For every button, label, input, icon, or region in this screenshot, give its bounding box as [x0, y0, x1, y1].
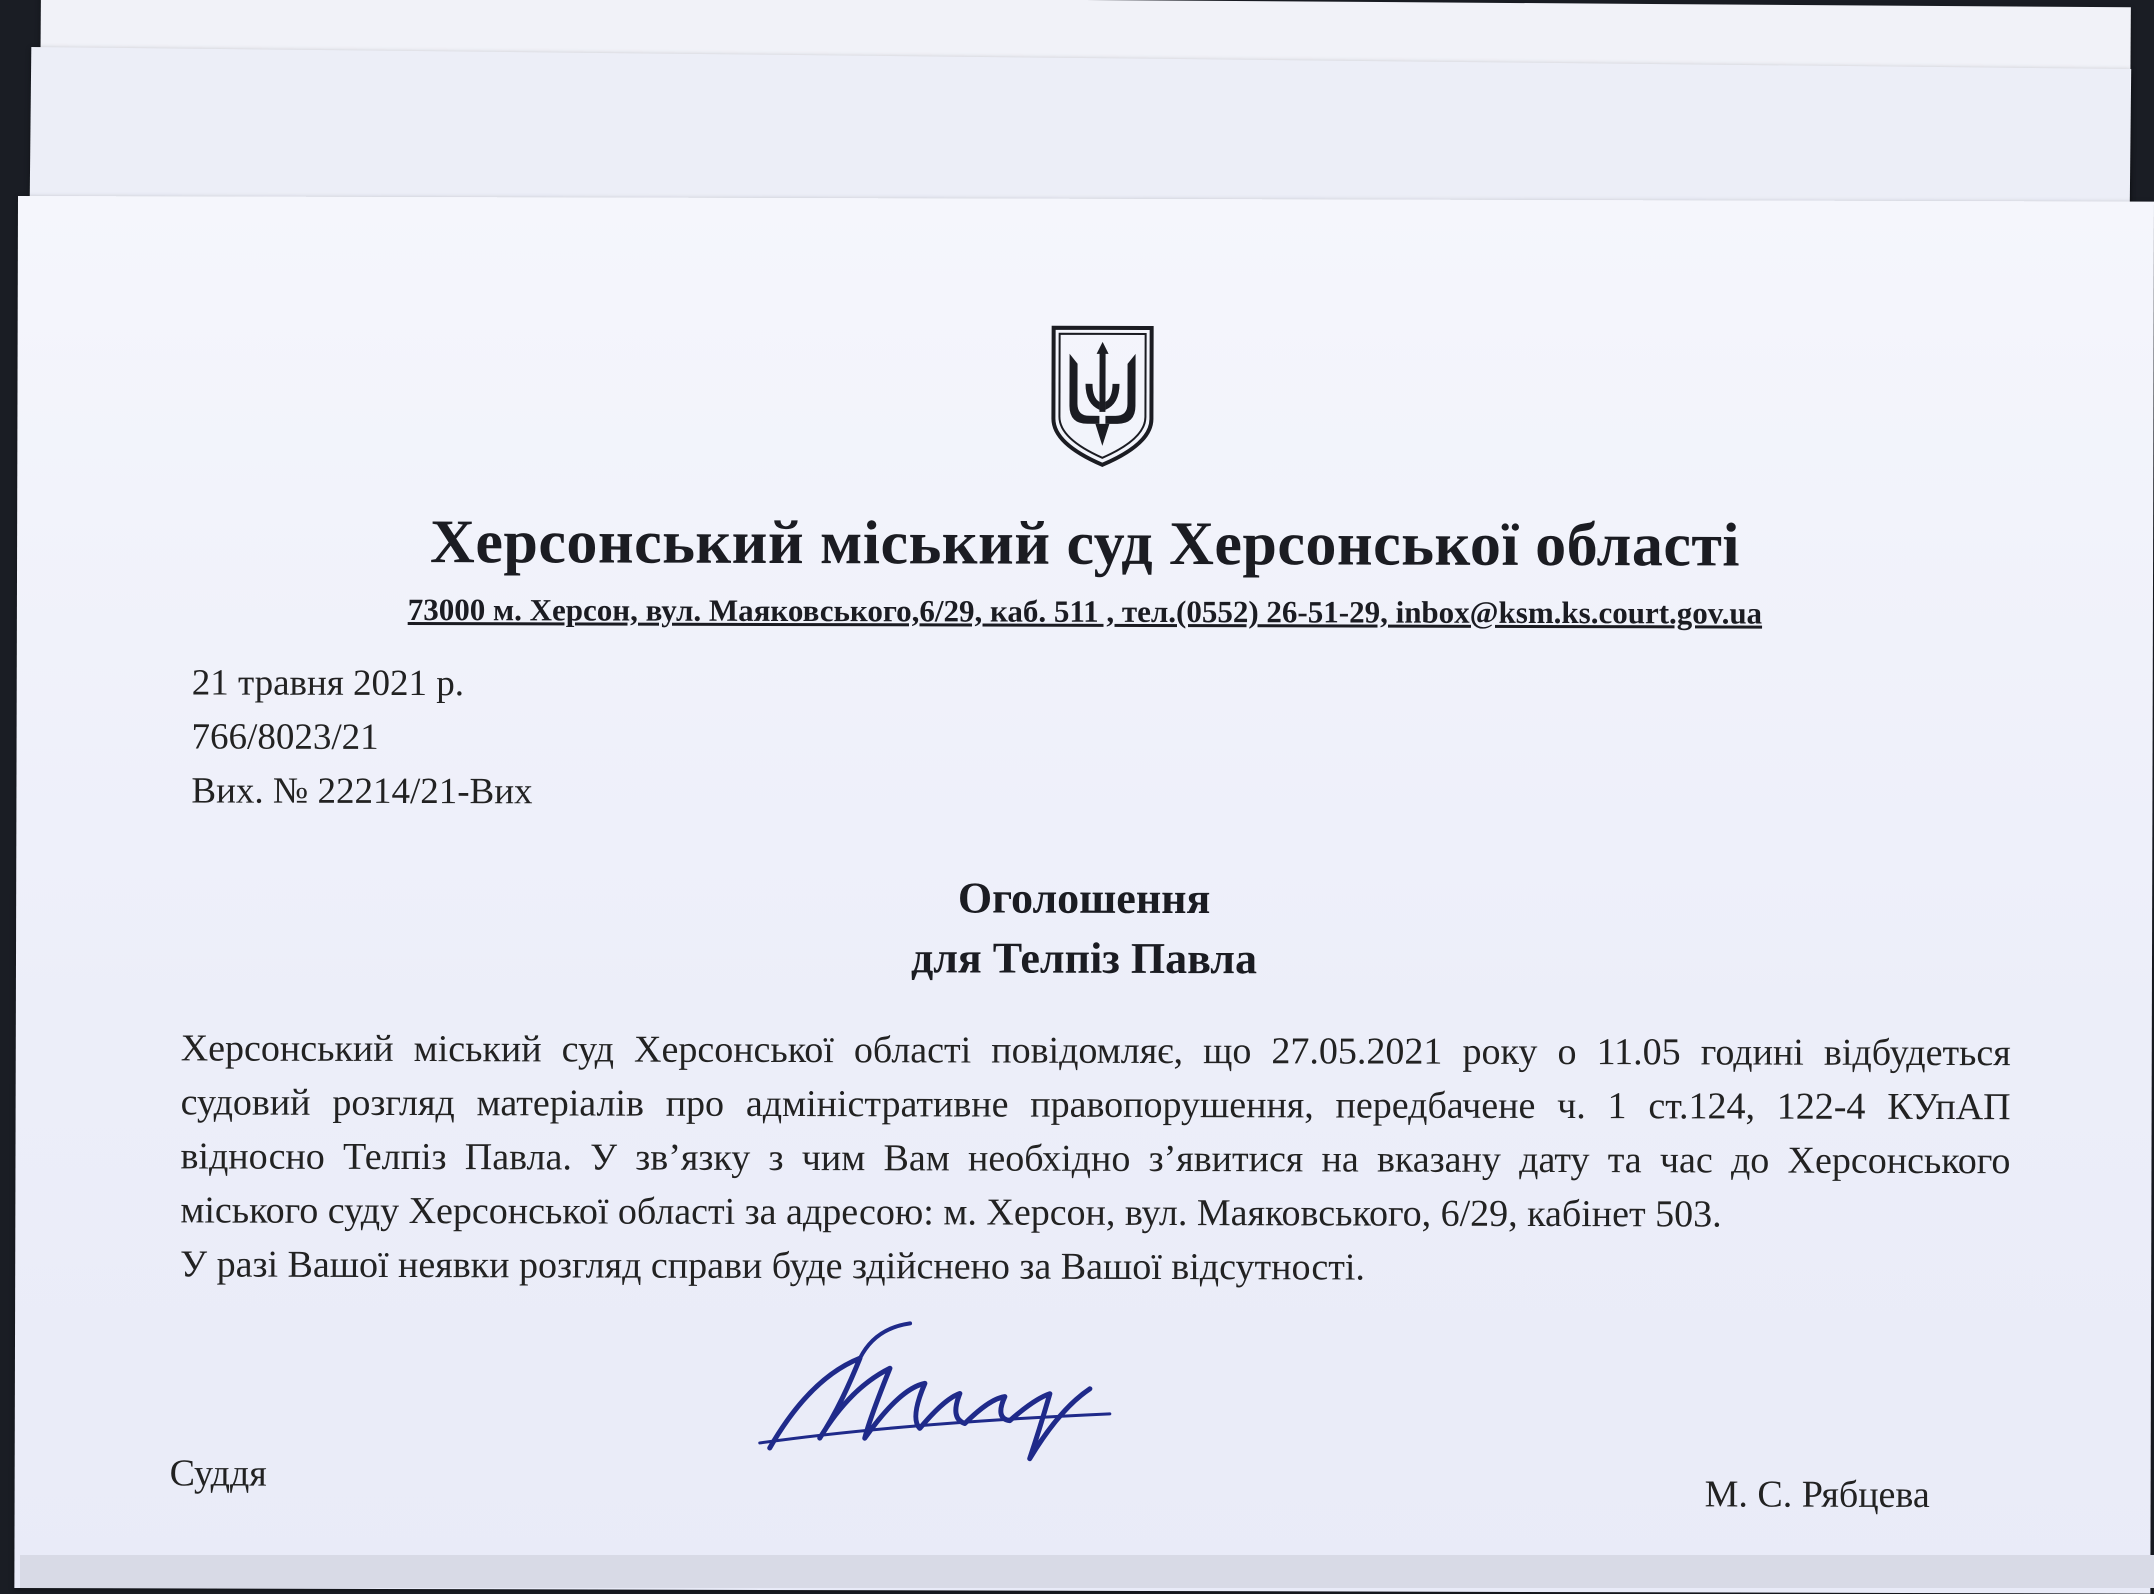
notice-body — [180, 1021, 2011, 1296]
notice-paragraph-2: У разі Вашої неявки розгляд справи буде здійснено за Вашої відсутності. — [180, 1243, 1366, 1289]
court-address: 73000 м. Херсон, вул. Маяковського,6/29, каб. 511 , тел.(0552) 26-51-29, inbox@ksm.ks.court.gov.ua — [407, 592, 1763, 631]
outgoing-number: Вих. № 22214/21-Вих — [191, 770, 533, 813]
trident-emblem-icon — [1047, 324, 1157, 469]
notice-heading — [16, 866, 2152, 992]
court-title: Херсонський міський суд Херсонської області — [430, 508, 1741, 580]
notice-title: Оголошення — [957, 873, 1211, 924]
sheet-bottom-edge — [20, 1555, 2154, 1588]
signature-image — [750, 1318, 1130, 1479]
letter-sheet — [14, 196, 2154, 1594]
judge-name: М. С. Рябцева — [1704, 1473, 1930, 1517]
notice-paragraph-1: Херсонський міський суд Херсонської області повідомляє, що 27.05.2021 року о 11.05 годині відбудеться судовий розгляд матеріалів про адміністративне правопорушення, передбачене ч. 1 ст.124, 122-4 КУпАП відносно Телпіз Павла. У зв’язку з чим Вам необхідно з’явитися на вказану дату та час до Херсонського міського суду Херсонської області за адресою: м. Херсон, вул. Маяковського, 6/29, кабінет 503. — [180, 1027, 2011, 1236]
case-number: 766/8023/21 — [191, 716, 379, 758]
signer-role: Суддя — [169, 1452, 267, 1495]
letter-meta — [191, 656, 533, 819]
notice-recipient: для Телпіз Павла — [910, 933, 1258, 984]
letter-date: 21 травня 2021 р. — [191, 662, 465, 705]
